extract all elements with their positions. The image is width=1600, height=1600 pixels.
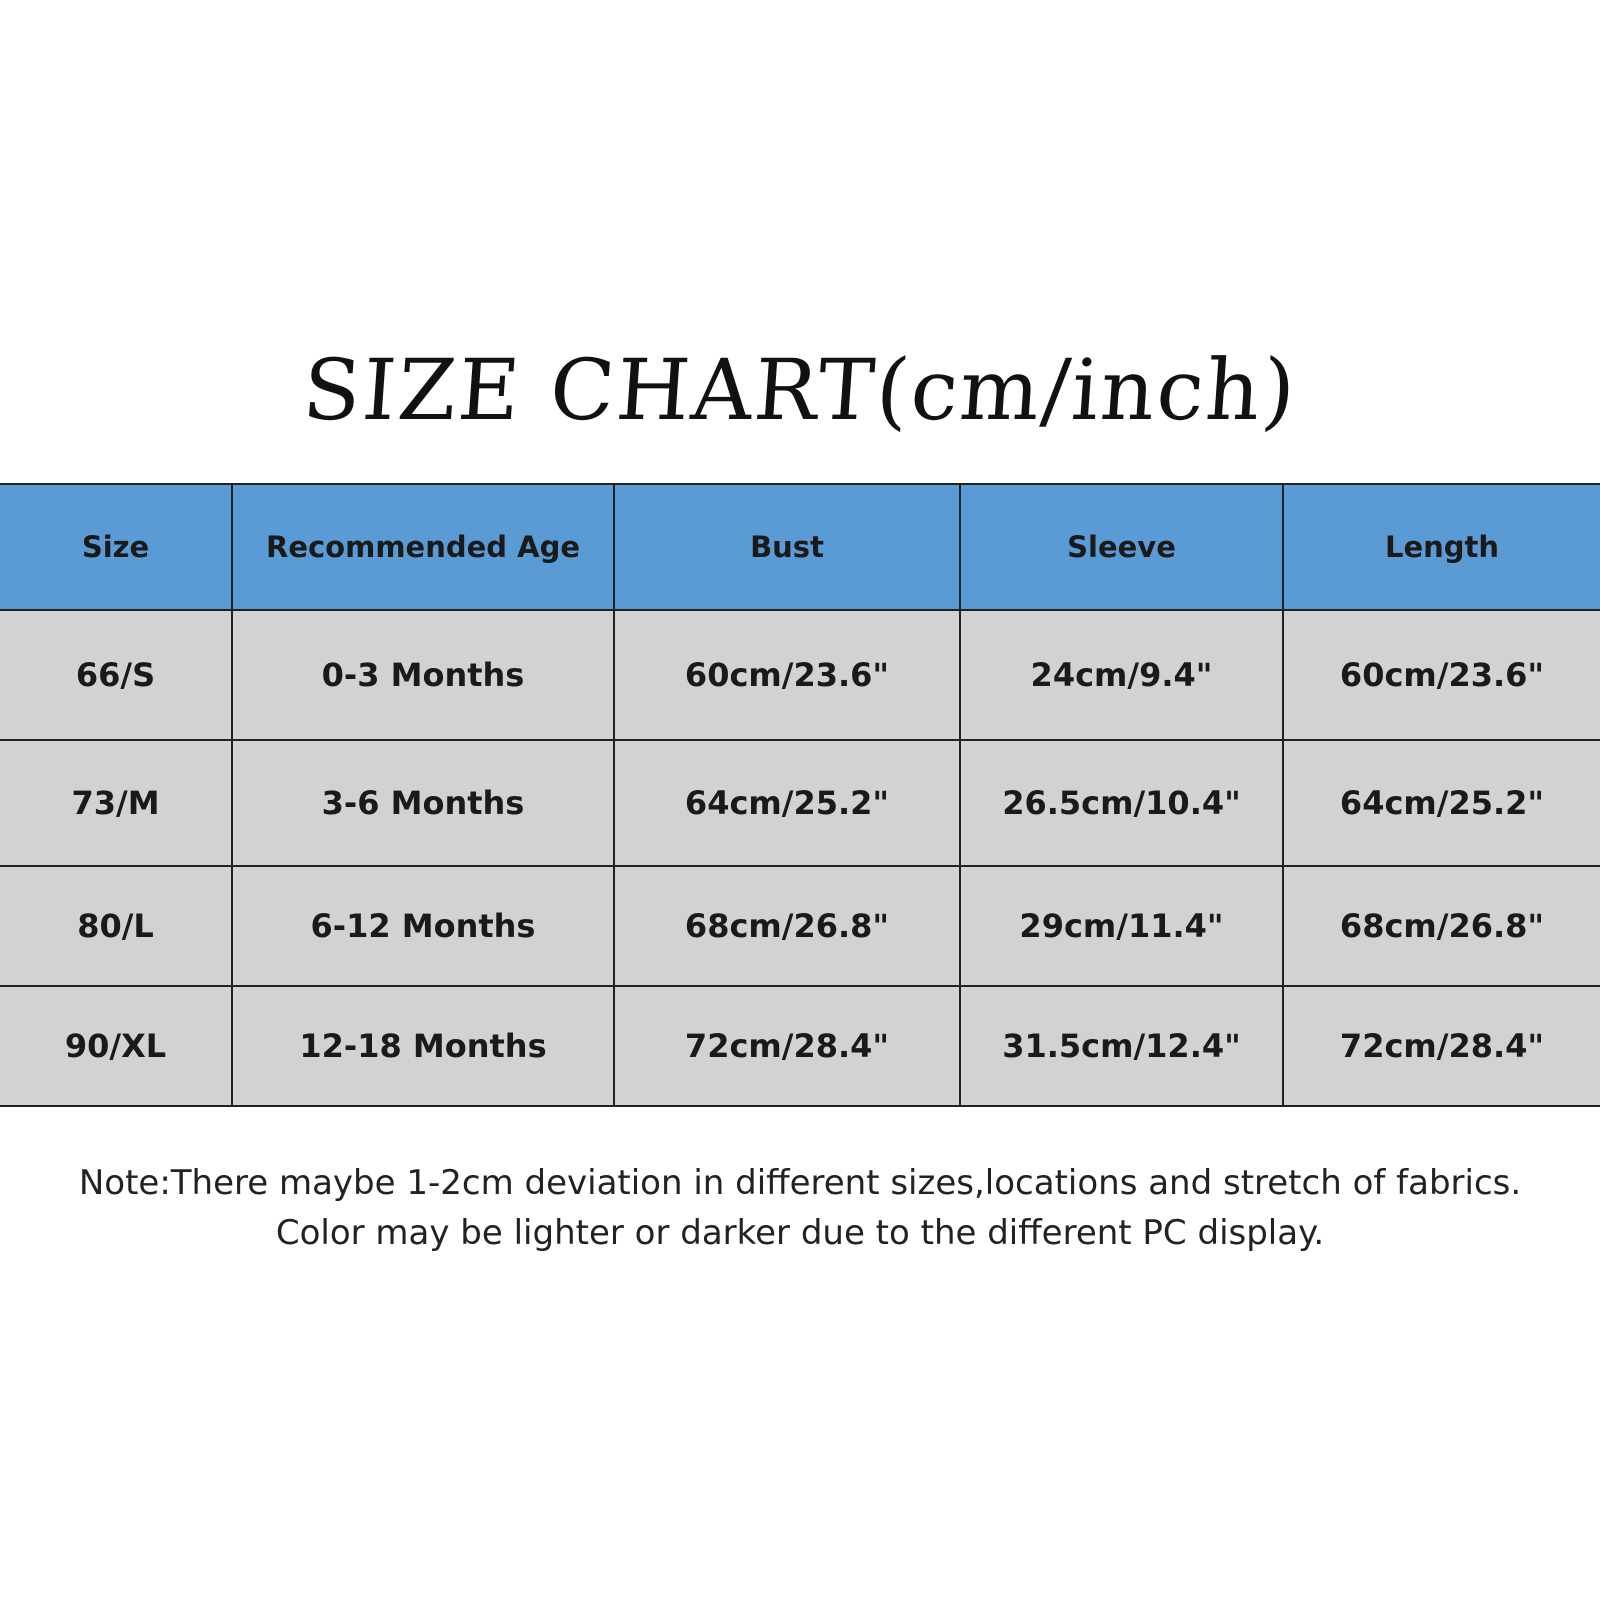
cell-length: 68cm/26.8" (1283, 866, 1600, 986)
table-row (0, 866, 1600, 986)
cell-sleeve: 31.5cm/12.4" (960, 986, 1283, 1106)
table-header-row (0, 484, 1600, 610)
cell-age: 6-12 Months (232, 866, 614, 986)
table-row (0, 986, 1600, 1106)
table-row (0, 740, 1600, 866)
size-chart-table (0, 483, 1600, 1107)
header-length: Length (1283, 484, 1600, 610)
cell-bust: 68cm/26.8" (614, 866, 960, 986)
cell-length: 60cm/23.6" (1283, 610, 1600, 740)
cell-size: 80/L (0, 866, 232, 986)
note-line-deviation: Note:There maybe 1-2cm deviation in different sizes,locations and stretch of fabrics. (78, 1163, 1522, 1203)
header-recommended-age: Recommended Age (232, 484, 614, 610)
header-size: Size (0, 484, 232, 610)
header-bust: Bust (614, 484, 960, 610)
note-line-color: Color may be lighter or darker due to the different PC display. (275, 1213, 1325, 1253)
cell-age: 12-18 Months (232, 986, 614, 1106)
cell-length: 72cm/28.4" (1283, 986, 1600, 1106)
cell-age: 0-3 Months (232, 610, 614, 740)
cell-bust: 60cm/23.6" (614, 610, 960, 740)
cell-sleeve: 26.5cm/10.4" (960, 740, 1283, 866)
header-sleeve: Sleeve (960, 484, 1283, 610)
cell-sleeve: 24cm/9.4" (960, 610, 1283, 740)
page-title: SIZE CHART(cm/inch) (299, 341, 1301, 439)
cell-size: 90/XL (0, 986, 232, 1106)
cell-bust: 64cm/25.2" (614, 740, 960, 866)
cell-age: 3-6 Months (232, 740, 614, 866)
cell-bust: 72cm/28.4" (614, 986, 960, 1106)
cell-size: 73/M (0, 740, 232, 866)
table-row (0, 610, 1600, 740)
cell-length: 64cm/25.2" (1283, 740, 1600, 866)
cell-size: 66/S (0, 610, 232, 740)
cell-sleeve: 29cm/11.4" (960, 866, 1283, 986)
note-text (0, 1158, 1600, 1258)
